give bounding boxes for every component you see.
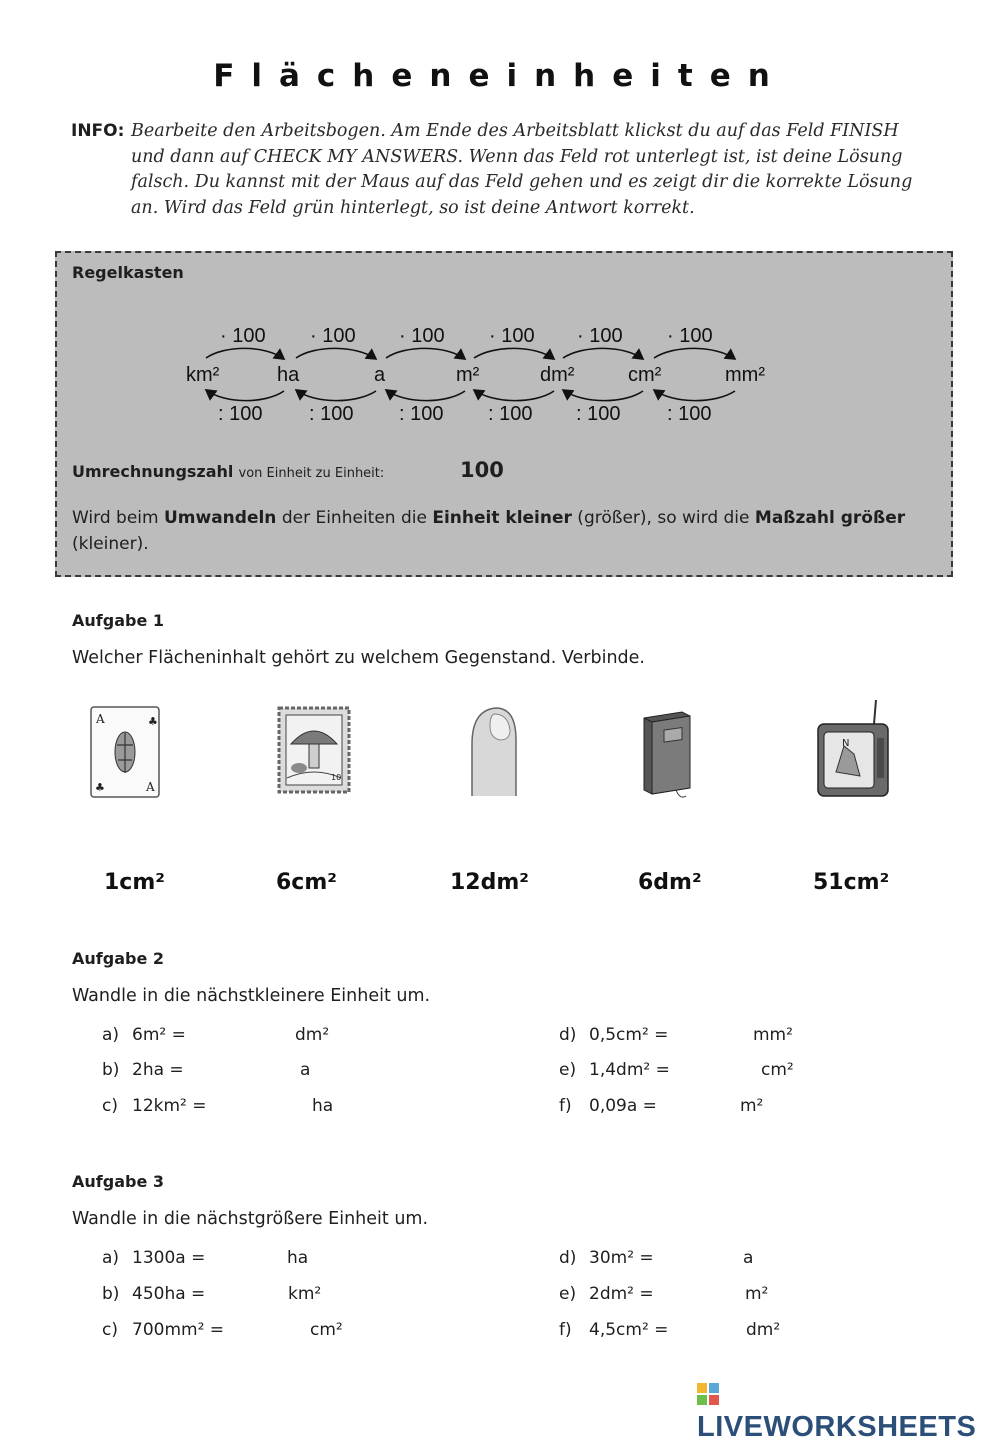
exercise-expression: 0,5cm² = [589,1025,669,1045]
exercise-unit: mm² [753,1025,793,1045]
unit-mm2: mm² [725,364,765,386]
mult-label: · 100 [220,325,266,347]
exercise-unit: km² [288,1284,322,1304]
svg-text:♣: ♣ [148,715,158,728]
svg-text:A: A [146,780,155,794]
exercise-expression: 1,4dm² = [589,1060,670,1080]
exercise-expression: 2ha = [132,1060,184,1080]
exercise-unit: cm² [310,1320,343,1340]
thumb-image[interactable] [464,704,524,796]
unit-cm2: cm² [628,364,662,386]
rule-text: Wird beim Umwandeln der Einheiten die Einheit kleiner (größer), so wird die Maßzahl größer (kleiner). [72,508,906,554]
svg-text:♣: ♣ [95,781,105,794]
div-label: : 100 [488,403,533,425]
exercise-label: b) [102,1284,120,1304]
exercise-expression: 450ha = [132,1284,206,1304]
exercise-expression: 1300a = [132,1248,206,1268]
exercise-expression: 4,5cm² = [589,1320,669,1340]
exercise-unit: m² [740,1096,764,1116]
exercise-label: a) [102,1025,120,1045]
exercise-unit: ha [312,1096,334,1116]
task3-title: Aufgabe 3 [72,1172,164,1191]
exercise-unit: a [743,1248,754,1268]
liveworksheets-logo-icon [697,1383,719,1405]
unit-dm2: dm² [540,364,575,386]
exercise-unit: dm² [746,1320,781,1340]
exercise-label: c) [102,1096,118,1116]
exercise-unit: dm² [295,1025,330,1045]
area-option[interactable]: 12dm² [450,870,529,895]
svg-text:10: 10 [331,773,342,782]
exercise-unit: ha [287,1248,309,1268]
svg-text:A: A [96,712,105,726]
unit-m2: m² [456,364,480,386]
mult-label: · 100 [310,325,356,347]
stamp-image[interactable] [277,706,351,794]
exercise-expression: 30m² = [589,1248,654,1268]
exercise-label: d) [559,1248,577,1268]
rule-box-heading: Regelkasten [72,263,184,282]
playing-card-image[interactable] [88,705,164,801]
liveworksheets-logo[interactable]: LIVEWORKSHEETS [697,1378,1000,1444]
task1-title: Aufgabe 1 [72,611,164,630]
div-label: : 100 [576,403,621,425]
mult-label: · 100 [489,325,535,347]
area-option[interactable]: 6dm² [638,870,702,895]
info-label: INFO: [71,121,125,141]
exercise-unit: a [300,1060,311,1080]
unit-km2: km² [186,364,220,386]
area-option[interactable]: 6cm² [276,870,337,895]
div-label: : 100 [309,403,354,425]
info-text: Bearbeite den Arbeitsbogen. Am Ende des Arbeitsblatt klickst du auf das Feld FINISH und dann auf CHECK MY ANSWERS. Wenn das Feld rot unterlegt ist, ist deine Lösung falsch. Du kannst mit der Maus auf das Feld gehen und es zeigt dir die korrekte Lösung an. Wird das Feld grün hinterlegt, so ist deine Antwort korrekt. [131,121,913,218]
area-option[interactable]: 1cm² [104,870,165,895]
task2-text: Wandle in die nächstkleinere Einheit um. [72,986,431,1006]
exercise-label: a) [102,1248,120,1268]
mult-label: · 100 [667,325,713,347]
book-image[interactable] [636,710,696,800]
task2-title: Aufgabe 2 [72,949,164,968]
tv-image[interactable] [814,698,892,800]
exercise-label: b) [102,1060,120,1080]
exercise-expression: 12km² = [132,1096,207,1116]
unit-ha: ha [277,364,300,386]
area-option[interactable]: 51cm² [813,870,890,895]
exercise-expression: 2dm² = [589,1284,654,1304]
task3-text: Wandle in die nächstgrößere Einheit um. [72,1209,429,1229]
task1-text: Welcher Flächeninhalt gehört zu welchem Gegenstand. Verbinde. [72,648,645,668]
exercise-expression: 700mm² = [132,1320,225,1340]
exercise-label: f) [559,1320,572,1340]
exercise-unit: cm² [761,1060,794,1080]
exercise-expression: 0,09a = [589,1096,657,1116]
exercise-label: e) [559,1060,577,1080]
unit-a: a [374,364,386,386]
conversion-number-label: Umrechnungszahl von Einheit zu Einheit: [72,462,385,481]
exercise-unit: m² [745,1284,769,1304]
exercise-label: c) [102,1320,118,1340]
mult-label: · 100 [577,325,623,347]
div-label: : 100 [667,403,712,425]
exercise-label: d) [559,1025,577,1045]
page-title: Flächeneinheiten [213,58,787,94]
div-label: : 100 [399,403,444,425]
div-label: : 100 [218,403,263,425]
conversion-number-value: 100 [460,458,504,482]
exercise-label: e) [559,1284,577,1304]
exercise-expression: 6m² = [132,1025,186,1045]
mult-label: · 100 [399,325,445,347]
svg-text:N: N [842,738,850,749]
exercise-label: f) [559,1096,572,1116]
